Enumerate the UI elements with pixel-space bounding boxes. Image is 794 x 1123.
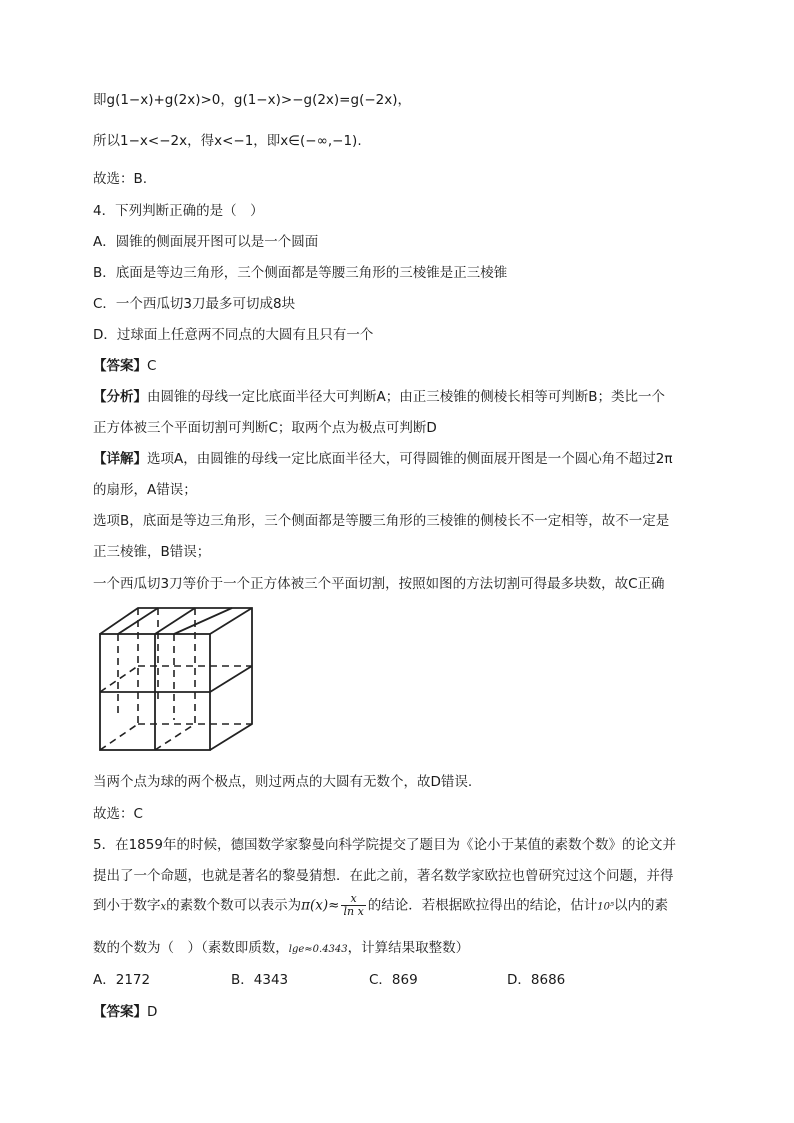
q5-line-4 (93, 936, 469, 956)
q5-pi-formula: π(x)≈ (301, 897, 340, 914)
q4-detail-2: 的扇形，A错误； (93, 482, 197, 498)
q5-line-3 (93, 893, 668, 918)
q5-var-x: x (160, 901, 167, 913)
q4-detail-5: 一个西瓜切3刀等价于一个正方体被三个平面切割，按照如图的方法切割可得最多块数，故C正确 (93, 576, 665, 592)
cube-edge-top-right (210, 608, 252, 634)
cube-outline-back (100, 608, 252, 750)
detail-text-1: 选项A，由圆锥的母线一定比底面半径大，可得圆锥的侧面展开图是一个圆心角不超过2π (147, 451, 673, 467)
analysis-text-1: 由圆锥的母线一定比底面半径大可判断A；由正三棱锥的侧棱长相等可判断B；类比一个 (147, 389, 665, 405)
answer-tag: 【答案】 (93, 358, 147, 374)
cube-cut-horizontal-side (210, 666, 252, 692)
q5-options (93, 968, 645, 988)
q5-power: 10⁵ (597, 901, 615, 913)
q5-text-a: 到小于数字 (93, 897, 161, 914)
cube-hidden-mid-left-line (100, 666, 138, 692)
cube-cut-vertical-top (155, 608, 195, 634)
q5-text-e: 数的个数为（ ）（素数即质数， (93, 940, 289, 956)
q5-answer-value: D (147, 1004, 158, 1020)
q4-option-c: C．一个西瓜切3刀最多可切成8块 (93, 296, 296, 312)
q4-detail-6: 当两个点为球的两个极点，则过两点的大圆有无数个，故D错误. (93, 774, 473, 790)
q5-frac-num: x (341, 893, 365, 906)
q5-line-2: 提出了一个命题，也就是著名的黎曼猜想．在此之前，著名数学家欧拉也曾研究过这个问题，并得 (93, 868, 674, 884)
q4-answer (93, 354, 156, 374)
q5-option-b: B．4343 (231, 972, 289, 988)
q5-text-c: 的结论．若根据欧拉得出的结论，估计 (367, 897, 598, 914)
q4-stem: 4．下列判断正确的是（ ） (93, 203, 264, 219)
cube-cut-figure (98, 604, 258, 754)
q4-detail-4: 正三棱锥，B错误； (93, 544, 211, 560)
q4-analysis-2: 正方体被三个平面切割可判断C；取两个点为极点可判断D (93, 420, 437, 436)
analysis-tag: 【分析】 (93, 389, 147, 405)
q5-answer (93, 1000, 157, 1020)
q5-frac-den: ln x (343, 905, 364, 918)
q4-option-a: A．圆锥的侧面展开图可以是一个圆面 (93, 234, 319, 250)
cube-hidden-bottom-left-edge (100, 724, 138, 750)
q5-lg-value: lge≈0.4343 (288, 944, 348, 955)
q5-text-f: ，计算结果取整数） (347, 940, 470, 956)
q4-detail-1 (93, 447, 672, 467)
q4-analysis-1 (93, 385, 665, 405)
q3-answer: 故选：B. (93, 171, 148, 187)
q5-option-d: D．8686 (507, 972, 566, 988)
q4-option-d: D．过球面上任意两不同点的大圆有且只有一个 (93, 327, 374, 343)
q5-line-1: 5．在1859年的时候，德国数学家黎曼向科学院提交了题目为《论小于某值的素数个数》的论文并 (93, 837, 676, 853)
q4-detail-3: 选项B，底面是等边三角形，三个侧面都是等腰三角形的三棱锥的侧棱长不一定相等，故不一定是 (93, 513, 670, 529)
derivation-line-1: 即g(1−x)+g(2x)>0，g(1−x)>−g(2x)=g(−2x)， (93, 92, 411, 108)
q5-text-d: 以内的素 (614, 897, 669, 914)
q5-answer-tag: 【答案】 (93, 1004, 147, 1020)
q4-option-b: B．底面是等边三角形，三个侧面都是等腰三角形的三棱锥是正三棱锥 (93, 265, 508, 281)
cube-hidden-vertical-cut-bottom (155, 724, 195, 750)
answer-value: C (147, 358, 157, 374)
q4-conclusion: 故选：C (93, 806, 143, 822)
detail-tag: 【详解】 (93, 451, 147, 467)
q5-option-c: C．869 (369, 972, 418, 988)
q5-option-a: A．2172 (93, 972, 151, 988)
q5-text-b: 的素数个数可以表示为 (166, 897, 302, 914)
derivation-line-2: 所以1−x<−2x，得x<−1，即x∈(−∞,−1). (93, 133, 362, 149)
cube-cut-top-right (174, 608, 232, 634)
q5-fraction (341, 893, 365, 918)
